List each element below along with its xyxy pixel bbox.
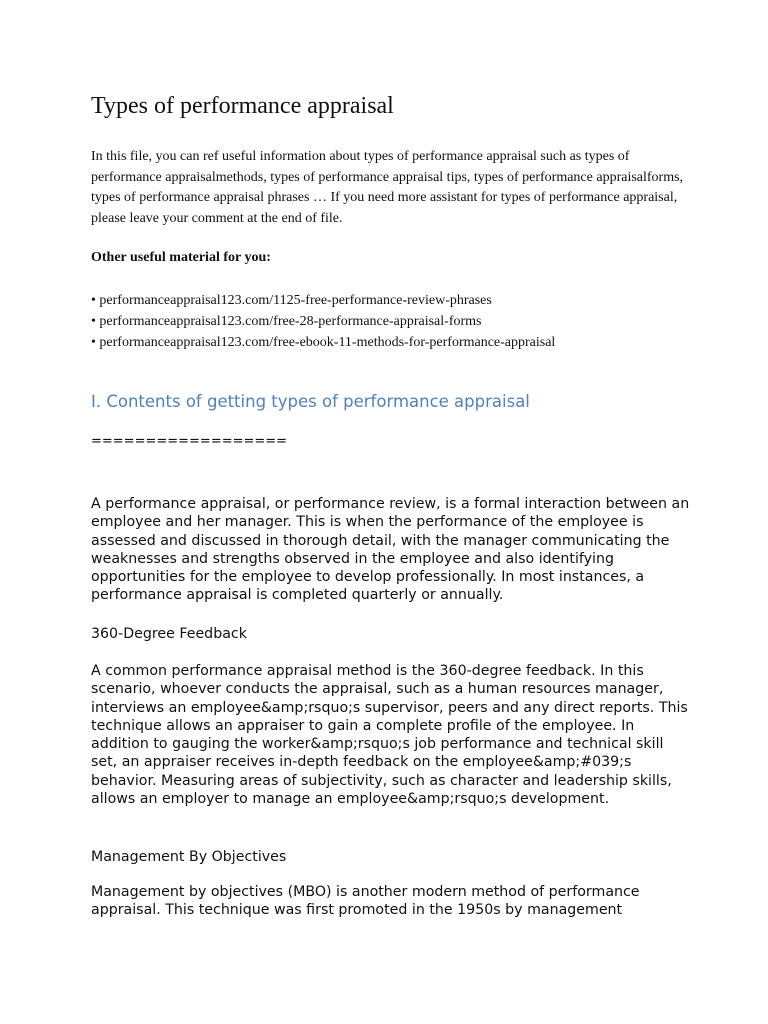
material-link[interactable]: • performanceappraisal123.com/free-ebook-11-methods-for-performance-appraisal: [91, 335, 556, 350]
paragraph-360-degree-feedback: A common performance appraisal method is the 360-degree feedback. In this scenario, whoever conducts the appraisal, such as a human resources manager, interviews an employee&amp;rsquo;s supervisor, peers and any direct reports. This technique allows an appraiser to gain a complete profile of the employee. In addition to gauging the worker&amp;rsquo;s job performance and technical skill set, an appraiser receives in-depth feedback on the employee&amp;#039;s behavior. Measuring areas of subjectivity, such as character and leadership skills, allows an employer to manage an employee&amp;rsquo;s development.: [91, 663, 688, 808]
separator-line: ==================: [91, 434, 288, 449]
paragraph-performance-appraisal: A performance appraisal, or performance review, is a formal interaction between an employee and her manager. This is when the performance of the employee is assessed and discussed in thorough detail, with the manager communicating the weaknesses and strengths observed in the employee and also identifying opportunities for the employee to develop professionally. In most instances, a performance appraisal is completed quarterly or annually.: [91, 496, 690, 604]
other-material-heading: Other useful material for you:: [91, 250, 271, 265]
intro-paragraph: In this file, you can ref useful information about types of performance appraisal such as types of performance appraisalmethods, types of performance appraisal tips, types of performance appraisalforms, types of performance appraisal phrases … If you need more assistant for types of performance appraisal, please leave your comment at the end of file.: [91, 149, 684, 226]
document-title: Types of performance appraisal: [91, 93, 394, 119]
material-link[interactable]: • performanceappraisal123.com/free-28-performance-appraisal-forms: [91, 314, 482, 329]
paragraph-management-by-objectives: Management by objectives (MBO) is another modern method of performance appraisal. This technique was first promoted in the 1950s by management: [91, 884, 640, 919]
subheading-360-degree-feedback: 360-Degree Feedback: [91, 626, 247, 642]
subheading-management-by-objectives: Management By Objectives: [91, 849, 287, 865]
material-link-list: [91, 290, 555, 353]
material-link[interactable]: • performanceappraisal123.com/1125-free-performance-review-phrases: [91, 293, 492, 308]
section-heading: I. Contents of getting types of performance appraisal: [91, 392, 530, 411]
